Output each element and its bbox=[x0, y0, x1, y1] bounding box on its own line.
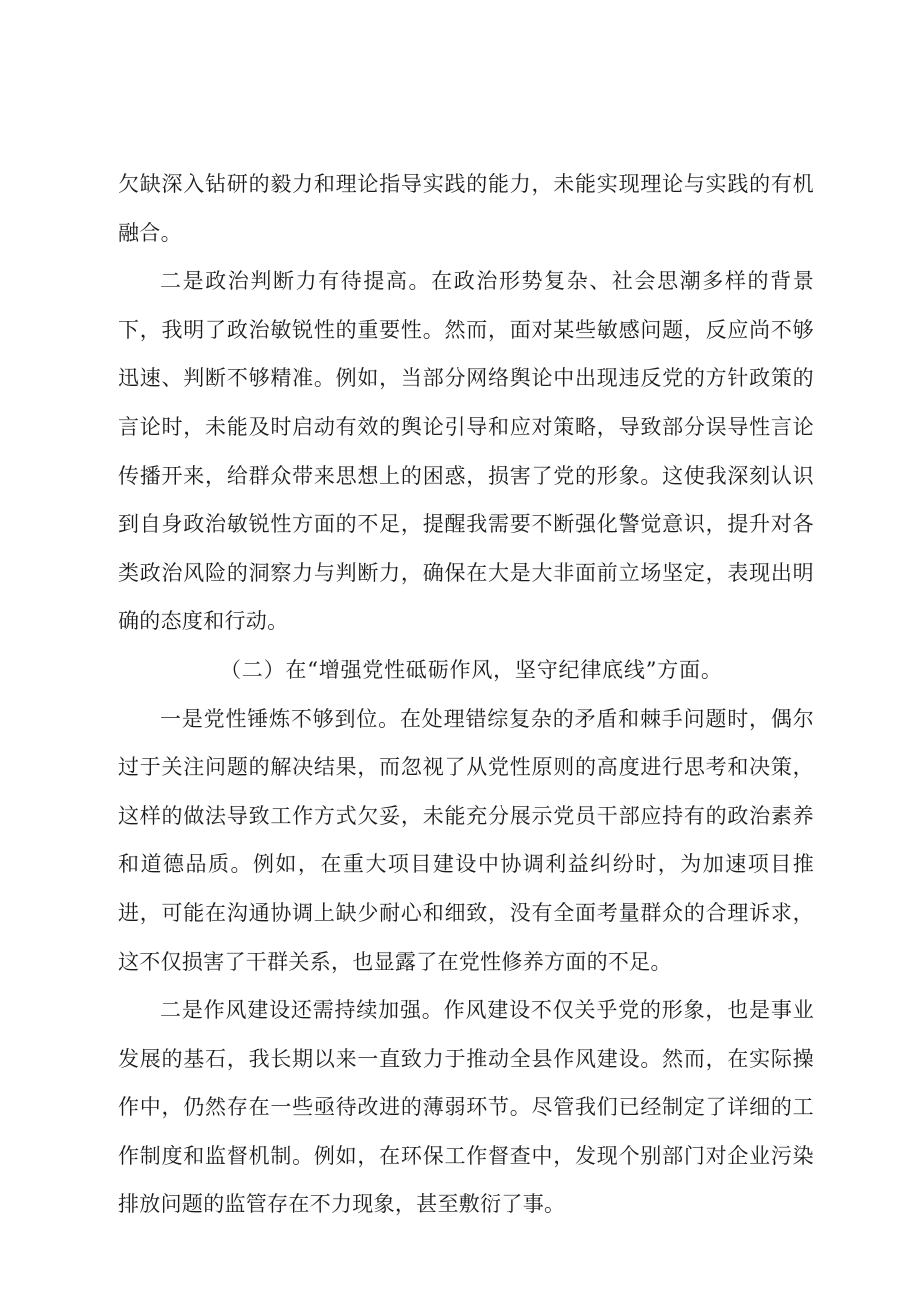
paragraph-political-judgment: 二是政治判断力有待提高。在政治形势复杂、社会思潮多样的背景下，我明了政治敏锐性的重要性。然而，面对某些敏感问题，反应尚不够迅速、判断不够精准。例如，当部分网络舆论中出现违反党的方针政策的言论时，未能及时启动有效的舆论引导和应对策略，导致部分误导性言论传播开来，给群众带来思想上的困惑，损害了党的形象。这使我深刻认识到自身政治敏锐性方面的不足，提醒我需要不断强化警觉意识，提升对各类政治风险的洞察力与判断力，确保在大是大非面前立场坚定，表现出明确的态度和行动。 bbox=[118, 269, 814, 634]
paragraph-party-spirit: 一是党性锤炼不够到位。在处理错综复杂的矛盾和棘手问题时，偶尔过于关注问题的解决结果，而忽视了从党性原则的高度进行思考和决策，这样的做法导致工作方式欠妥，未能充分展示党员干部应持有的政治素养和道德品质。例如，在重大项目建设中协调利益纠纷时，为加速项目推进，可能在沟通协调上缺少耐心和细致，没有全面考量群众的合理诉求，这不仅损害了干群关系，也显露了在党性修养方面的不足。 bbox=[118, 706, 814, 974]
paragraph-continuation: 欠缺深入钻研的毅力和理论指导实践的能力，未能实现理论与实践的有机融合。 bbox=[118, 172, 814, 245]
paragraph-work-style: 二是作风建设还需持续加强。作风建设不仅关乎党的形象，也是事业发展的基石，我长期以来一直致力于推动全县作风建设。然而，在实际操作中，仍然存在一些亟待改进的薄弱环节。尽管我们已经制定了详细的工作制度和监督机制。例如，在环保工作督查中，发现个别部门对企业污染排放问题的监管存在不力现象，甚至敷衍了事。 bbox=[118, 998, 814, 1217]
document-body bbox=[118, 160, 814, 1229]
section-heading: （二）在“增强党性砥砺作风，坚守纪律底线”方面。 bbox=[220, 657, 723, 682]
